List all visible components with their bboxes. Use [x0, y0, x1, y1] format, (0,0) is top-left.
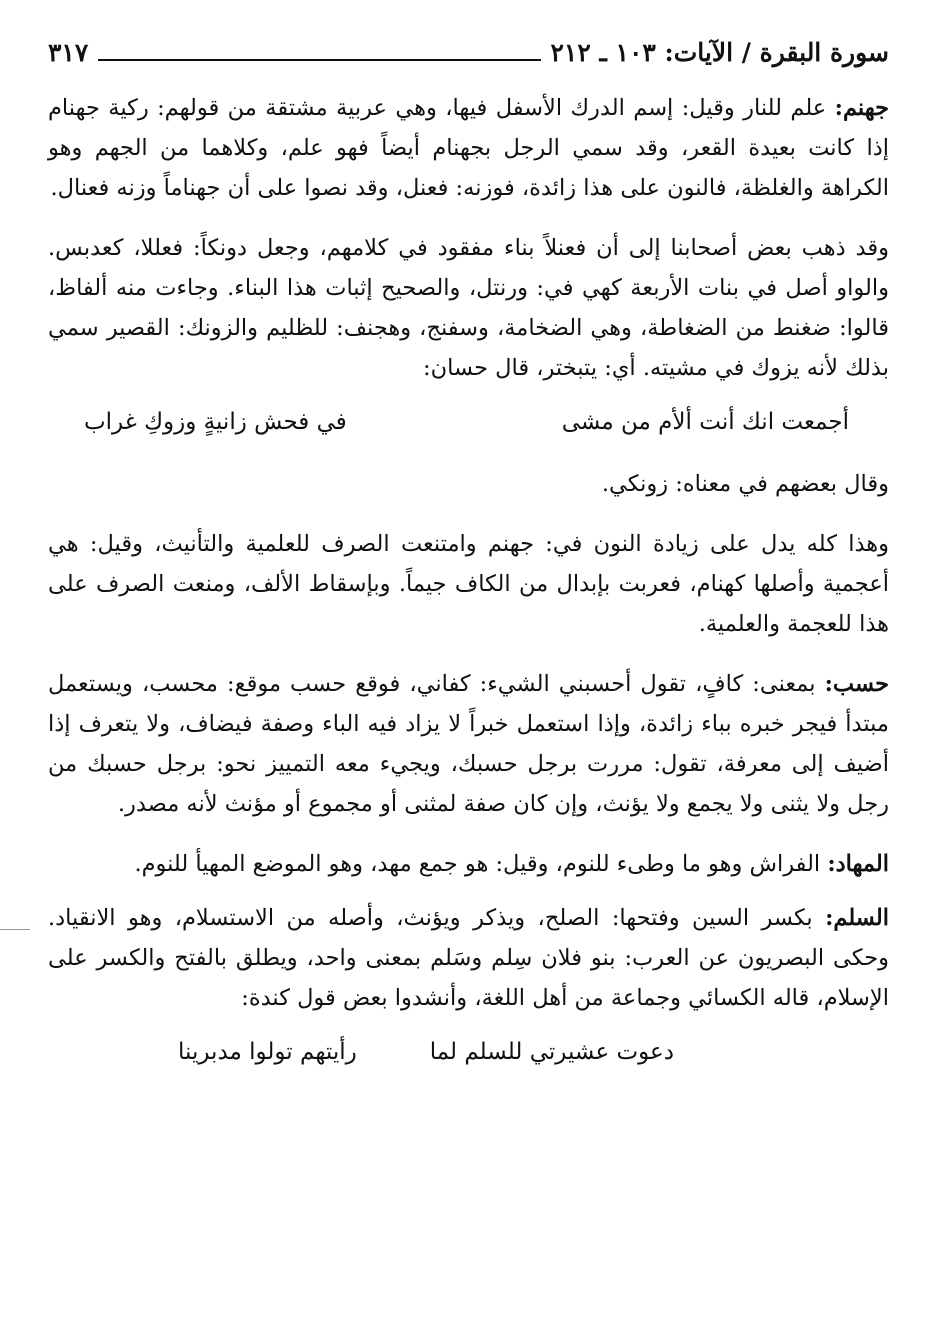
- body-text: [48, 88, 889, 1094]
- verse-hassan-second-hemistich: في فحش زانيةٍ وزوكِ غراب: [84, 409, 347, 435]
- paragraph-jahannam: [48, 88, 889, 208]
- verse-kinda-first-hemistich: دعوت عشيرتي للسلم لما: [429, 1039, 674, 1065]
- definition-jahannam: علم للنار وقيل: إسم الدرك الأسفل فيها، وهي عربية مشتقة من قولهم: ركية جهنام إذا كانت بعيدة القعر، وقد سمي الرجل بجهنام أيضاً فهو علم، وكلاهما من الجهم وهو الكراهة والغلظة، فالنون على هذا زائدة، فوزنه: فعنل، وقد نصوا على أن جهناماً وزنه فعنال.: [48, 95, 889, 201]
- margin-mark: [0, 929, 30, 930]
- paragraph-nun-addition: وهذا كله يدل على زيادة النون في: جهنم وامتنعت الصرف للعلمية والتأنيث، وقيل: هي أعجمية وأصلها كهنام، فعربت بإبدال من الكاف جيماً. وبإسقاط الألف، ومنعت الصرف على هذا للعجمة والعلمية.: [48, 531, 889, 637]
- page-header: [48, 30, 889, 70]
- paragraph-zawnaki: وقال بعضهم في معناه: زونكي.: [601, 471, 889, 497]
- paragraph-fanal-pattern: وقد ذهب بعض أصحابنا إلى أن فعنلاً بناء مفقود في كلامهم، وجعل دونكاً: فعللا، كعدبس. والواو أصل في بنات الأربعة كهي في: ورنتل، والصحيح إثبات هذا البناء. وجاءت منه ألفاظ، قالوا: ضغنط من الضغاطة، وهي الضخامة، وسفنج، وهجنف: للظليم والزونك: القصير سمي بذلك لأنه يزوك في مشيته. أي: يتبختر، قال حسان:: [48, 235, 889, 381]
- header-rule: [98, 59, 540, 61]
- term-jahannam: جهنم:: [834, 95, 889, 121]
- page-number: ٣١٧: [48, 38, 89, 67]
- verse-hassan: [48, 402, 889, 442]
- definition-silm: بكسر السين وفتحها: الصلح، ويذكر ويؤنث، وأصله من الاستسلام، وهو الانقياد. وحكى البصريون عن العرب: بنو فلان سِلم وسَلم بمعنى واحد، ويطلق بالفتح والكسر على الإسلام، قاله الكسائي وجماعة من أهل اللغة، وأنشدوا بعض قول كندة:: [48, 905, 889, 1011]
- term-hasb: حسب:: [824, 671, 889, 697]
- term-silm: السلم:: [825, 905, 889, 931]
- definition-mihad: الفراش وهو ما وطىء للنوم، وقيل: هو جمع مهد، وهو الموضع المهيأ للنوم.: [134, 851, 828, 877]
- term-mihad: المهاد:: [827, 851, 889, 877]
- running-title: سورة البقرة / الآيات: ١٠٣ ـ ٢١٢: [550, 38, 889, 67]
- definition-hasb: بمعنى: كافٍ، تقول أحسبني الشيء: كفاني، فوقع حسب موقع: محسب، ويستعمل مبتدأ فيجر خبره بباء زائدة، وإذا استعمل خبراً لا يزاد فيه الباء وصفة فيضاف، ولا يتعرف إذا أضيف إلى معرفة، تقول: مررت برجل حسبك، ويجيء معه التمييز نحو: برجل حسبك من رجل ولا يثنى ولا يجمع ولا يؤنث، وإن كان صفة لمثنى أو مجموع أو مؤنث لأنه مصدر.: [48, 671, 889, 817]
- verse-kinda: [48, 1032, 889, 1072]
- paragraph-hasb: [48, 664, 889, 824]
- paragraph-mihad: [48, 844, 889, 884]
- paragraph-silm: [48, 898, 889, 1018]
- verse-hassan-first-hemistich: أجمعت انك أنت ألأم من مشى: [561, 409, 849, 435]
- verse-kinda-second-hemistich: رأيتهم تولوا مدبرينا: [178, 1039, 357, 1065]
